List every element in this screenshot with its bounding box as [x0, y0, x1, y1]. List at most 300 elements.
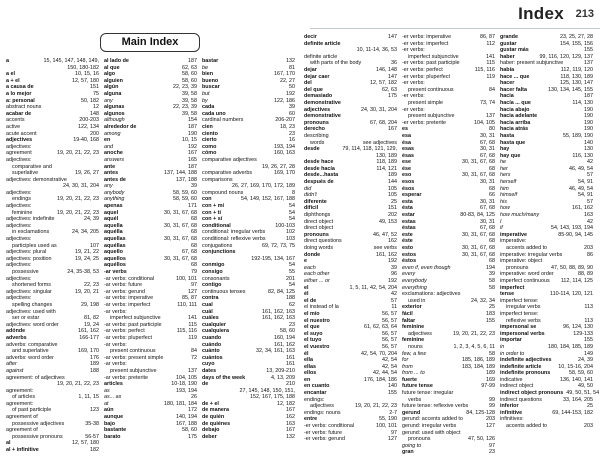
index-entry [304, 390, 397, 397]
index-entry [202, 434, 295, 441]
index-entry [104, 98, 197, 105]
index-entry [500, 423, 593, 430]
index-term: articles [104, 381, 123, 388]
index-entry [402, 423, 495, 430]
index-term: bastar [202, 58, 219, 64]
index-term: possessive [12, 269, 39, 275]
index-entry [104, 388, 197, 395]
index-term: -ar verbs: gerund [104, 288, 146, 295]
index-entry [6, 368, 99, 375]
index-term: comparative adverbs [202, 170, 253, 177]
index-term: in exclamations [12, 229, 50, 236]
index-entry [304, 67, 397, 74]
index-entry [202, 249, 295, 256]
index-term: conmigo [202, 262, 225, 269]
index-page-refs: 22, 23, 39 [173, 104, 197, 111]
index-page-refs: 19, 20, 21, 22, 23 [57, 209, 99, 216]
index-page-refs: 12 [93, 104, 99, 111]
index-term: el instead of la [304, 304, 339, 311]
index-term: agreement: [6, 387, 34, 394]
index-page-refs: 30, 31 [480, 132, 495, 139]
index-page-refs: 81 [289, 64, 295, 71]
index-page-refs: 24, 34, 205 [72, 229, 99, 236]
index-term: definite article [304, 53, 338, 60]
index-entry [202, 196, 295, 203]
index-term: antes de [104, 176, 126, 183]
index-page-refs: 203 [584, 245, 593, 251]
index-entry [402, 93, 495, 100]
index-entry [402, 344, 495, 351]
index-term: ese [402, 159, 411, 166]
index-page-refs: 42, 54, 70, 204 [361, 350, 397, 357]
index-term: hacia atrás [500, 126, 529, 133]
index-entry [304, 271, 397, 278]
index-page-refs: 190 [584, 119, 593, 126]
index-entry [304, 146, 397, 153]
index-page-refs: 151 [388, 205, 397, 212]
index-entry [402, 192, 495, 199]
index-page-refs: 10, 11-14, 36, 53 [356, 47, 397, 54]
index-page-refs: 24, 30, 31, 204 [63, 183, 99, 190]
index-entry [6, 342, 99, 349]
index-term: with parts of the body [310, 60, 362, 67]
index-term: derecho [304, 126, 325, 133]
index-page-refs: 30, 31, 67, 68 [462, 159, 495, 166]
index-term: adjectives: [6, 143, 32, 150]
index-term: después de [304, 179, 334, 186]
index-page-refs: 130, 134, 145, 155 [548, 86, 593, 93]
index-page-refs: 127 [388, 436, 397, 443]
index-page-refs: 25 [391, 198, 397, 205]
page-number: 213 [575, 8, 594, 20]
index-entry [304, 133, 397, 140]
index-page-refs: 115 [188, 321, 197, 328]
index-page-refs: 200-203 [79, 117, 99, 124]
index-page-refs: 187 [584, 93, 593, 100]
index-page-refs: 118, 130, 189 [560, 73, 593, 80]
index-term: hacia abajo [500, 106, 530, 113]
index-entry [304, 258, 397, 265]
index-term: himself [500, 192, 518, 199]
index-column-4 [304, 34, 397, 443]
index-term: hay que [500, 152, 521, 159]
index-entry [500, 219, 593, 226]
index-entry [500, 337, 593, 344]
index-entry [202, 282, 295, 289]
index-page-refs: 42, 54 [382, 357, 397, 364]
index-term: going to [402, 442, 422, 449]
index-page-refs: 175 [388, 93, 397, 100]
index-entry [104, 421, 197, 428]
index-page-refs: 12, 182 [277, 400, 295, 407]
index-page-refs: 144 [388, 179, 397, 186]
index-term: eso [402, 172, 412, 179]
index-page-refs: 161, 162 [274, 341, 295, 348]
index-entry [104, 131, 197, 138]
index-term: ciento [202, 130, 218, 137]
index-term: adjectives: word order [6, 321, 59, 328]
index-entry [304, 423, 397, 430]
index-page-refs: 160, 163 [274, 150, 295, 157]
index-term: accents added to [506, 423, 548, 430]
index-entry [104, 177, 197, 184]
index-term: esto [402, 245, 414, 251]
index-entry [304, 47, 397, 54]
index-term: conditional: irregular verbs [202, 229, 266, 236]
index-entry [6, 249, 99, 256]
index-column-2 [104, 58, 197, 440]
index-page-refs: 19, 20, 21, 22, 23 [57, 150, 99, 157]
index-page-refs: 84 [489, 86, 495, 93]
index-term: bien [202, 71, 214, 78]
index-page-refs: 100-103 [275, 222, 295, 229]
index-page-refs: 19, 20, 21, 22, 23 [57, 381, 99, 388]
index-page-refs: 171 [188, 203, 197, 210]
index-entry [402, 245, 495, 252]
index-page-refs: 8 [292, 189, 295, 196]
index-term: de quién [202, 414, 225, 421]
index-entry [202, 335, 295, 342]
index-entry [500, 390, 600, 397]
index-entry [304, 74, 397, 81]
index-term: alguien [104, 77, 123, 84]
index-term: el vuestro [304, 343, 330, 350]
index-page-refs: 54 [289, 203, 295, 210]
index-term: había [500, 66, 515, 73]
index-term: importar [500, 337, 522, 344]
index-term: adverbs: comparative [6, 341, 58, 348]
index-page-refs: 68 [191, 216, 197, 223]
index-term: el tuyo [304, 337, 322, 344]
index-term: pronouns [408, 436, 431, 443]
index-page-refs: 146, 148 [376, 66, 397, 73]
index-page-refs: 19, 20, 21 [75, 288, 99, 295]
index-page-refs: 2-7 [389, 409, 397, 416]
index-entry [402, 172, 495, 179]
index-term: endings [12, 196, 31, 203]
index-page-refs: 49, 153 [379, 218, 397, 225]
index-entry [104, 210, 197, 217]
index-term: encantar [304, 390, 327, 397]
index-page-refs: 183, 184, 189 [462, 363, 495, 370]
index-term: -ar verbs [104, 269, 127, 275]
index-term: consigo [202, 269, 223, 275]
index-entry [6, 190, 99, 197]
index-term: cuándo [202, 341, 222, 348]
index-page-refs: 12, 57, 180 [72, 77, 99, 84]
index-page-refs: 30, 31 [480, 179, 495, 186]
index-entry [402, 265, 495, 272]
index-term: -er verbs: conditional [304, 423, 355, 430]
index-entry [402, 430, 495, 437]
index-term: shortened forms [12, 282, 51, 289]
index-entry [304, 54, 397, 61]
index-page-refs: 54 [289, 262, 295, 269]
index-page-refs: 39, 58 [182, 97, 197, 104]
index-term: al [6, 440, 11, 447]
index-term: adjectives: [6, 295, 32, 302]
index-page-refs: 176 [90, 354, 99, 361]
index-page-refs: 19, 26, 27, 28 [262, 163, 295, 170]
index-term: describing [304, 132, 329, 139]
index-page-refs: 1, 5, 11, 42, 54, 204 [349, 284, 397, 291]
index-term: ése [402, 165, 411, 172]
index-page-refs: 42 [391, 291, 397, 298]
index-page-refs: 113 [584, 304, 593, 311]
index-page-refs: 68 [489, 258, 495, 265]
index-page-refs: 137, 144, 188 [164, 170, 197, 177]
index-term: be [202, 64, 208, 71]
index-term: -ar verbs: present simple [104, 354, 164, 361]
index-entry [500, 192, 593, 199]
index-page-refs: 129-133 [573, 330, 593, 337]
index-term: agreement [6, 150, 32, 157]
index-entry [6, 157, 99, 164]
index-page-refs: 192 [388, 258, 397, 265]
index-term: -er verbs: imperative [402, 34, 452, 40]
index-page-refs: 180, 184, 185, 189 [548, 343, 593, 350]
index-page-refs: 151 [90, 84, 99, 91]
index-page-refs: 12, 57, 182 [370, 80, 397, 87]
index-page-refs: 56, 57 [382, 343, 397, 350]
index-page-refs: 192 [286, 90, 295, 97]
index-term: -ar verbs: imperfect [104, 301, 151, 308]
index-page-refs: 39 [489, 271, 495, 278]
index-term: from [402, 363, 413, 370]
index-term: hacer falta [500, 86, 527, 93]
index-term: agreement of [6, 414, 38, 421]
index-term: el [304, 284, 309, 291]
index-term: éstos [402, 258, 417, 265]
index-entry [6, 289, 99, 296]
index-entry [104, 196, 197, 203]
index-page-refs: 187 [188, 58, 197, 64]
index-page-refs: 161, 162 [78, 328, 99, 335]
index-page-refs: 19, 21, 22 [75, 249, 99, 256]
index-page-refs: 57 [587, 198, 593, 205]
index-entry [500, 54, 593, 61]
index-term: desde...hasta [304, 172, 339, 179]
index-page-refs: 68 [191, 242, 197, 249]
index-page-refs: 47, 50, 126 [468, 436, 495, 443]
index-entry [202, 98, 295, 105]
index-term: participles used as [12, 242, 57, 249]
index-term: -ar verbs: [104, 341, 127, 348]
index-page-refs: 86 [587, 251, 593, 258]
index-entry [500, 238, 593, 245]
index-page-refs: 103 [286, 236, 295, 243]
index-page-refs: 202 [388, 212, 397, 219]
index-entry [202, 309, 295, 316]
index-page-refs: 55, 190 [379, 416, 397, 423]
index-entry [6, 65, 99, 72]
index-term: apenas [104, 203, 123, 210]
index-page-refs: 50, 182 [81, 97, 99, 104]
index-term: conditional: reflexive verbs [202, 236, 266, 243]
index-page-refs: 114, 130 [572, 99, 593, 106]
index-entry [6, 269, 99, 276]
index-term: imperative: word order [500, 271, 554, 278]
index-page-refs: 30, 31, 67, 68 [462, 251, 495, 258]
index-entry [304, 159, 397, 166]
index-entry [304, 291, 397, 298]
index-term: I [500, 218, 502, 225]
index-page-refs: 67, 68 [480, 205, 495, 212]
index-term: imperfect tense: [500, 310, 539, 317]
index-term: debajo [202, 427, 220, 434]
index-page-refs: 102 [286, 229, 295, 236]
index-entry [6, 315, 99, 322]
index-term: -er verbs: gerund [304, 436, 346, 443]
index-page-refs: 46, 49, 54 [569, 185, 593, 192]
index-page-refs: 167 [286, 407, 295, 414]
index-entry [402, 252, 495, 259]
index-column-3 [202, 58, 295, 440]
index-entry [304, 324, 397, 331]
index-page-refs: 35-38 [85, 420, 99, 427]
index-page-refs: 152, 167, 175, 188 [250, 394, 295, 401]
index-term: imperfect subjunctive [110, 315, 161, 322]
index-page-refs: 176, 184, 186 [364, 376, 397, 383]
index-entry [304, 436, 397, 443]
index-page-refs: 55, 189, 190 [563, 132, 593, 139]
index-page-refs: 113 [584, 317, 593, 324]
index-term: ésos [402, 185, 415, 192]
index-term: agreement of [6, 427, 38, 434]
index-page-refs: 192 [188, 143, 197, 150]
index-term: adjectives: used with [6, 308, 56, 315]
index-entry [104, 144, 197, 151]
index-term: imperative: object [500, 258, 543, 265]
index-page-refs: 97 [191, 282, 197, 289]
index-term: -er verbs: perfect [402, 66, 443, 73]
index-term: consonants [202, 275, 230, 282]
index-term: hacia [500, 93, 514, 100]
index-term: cualquiera [202, 328, 229, 335]
index-entry [6, 328, 99, 335]
index-term: esos [402, 179, 415, 186]
index-entry [402, 60, 495, 67]
index-entry [304, 192, 397, 199]
index-page-refs: 190 [584, 106, 593, 113]
index-term: as [104, 387, 110, 394]
index-page-refs: 23 [289, 321, 295, 328]
index-page-refs: 122, 186 [274, 97, 295, 104]
index-term: hacer [500, 80, 515, 87]
index-term: este [402, 231, 413, 238]
index-entry [104, 361, 197, 368]
index-entry [402, 318, 495, 325]
index-entry [304, 107, 397, 114]
index-entry [6, 117, 99, 124]
index-page-refs: 24, 30, 31, 204 [361, 106, 397, 113]
index-term: buscar [202, 84, 220, 91]
index-entry [500, 397, 593, 404]
index-entry [402, 278, 495, 285]
index-page-refs: 54, 143, 193, 194 [551, 225, 593, 232]
index-term: gerund: irregular verbs [402, 423, 457, 430]
index-entry [104, 243, 197, 250]
index-entry [402, 285, 495, 292]
index-term: adjectives: [6, 262, 32, 269]
index-term: aquél [104, 216, 119, 223]
index-entry [500, 416, 593, 423]
index-entry [402, 370, 495, 377]
index-term: although [104, 117, 125, 124]
index-term: antes [104, 170, 119, 177]
index-page-refs: 160, 194 [274, 334, 295, 341]
index-entry [104, 322, 197, 329]
index-entry [202, 421, 295, 428]
index-term: entre [304, 416, 318, 423]
index-term: adjectives: plural [6, 249, 47, 256]
index-page-refs: 19, 24, 25 [75, 255, 99, 262]
index-term: each [304, 264, 316, 271]
index-term: days of the week [202, 374, 246, 381]
index-page-refs: 107 [90, 242, 99, 249]
index-entry [402, 146, 495, 153]
index-term: his [500, 198, 507, 205]
index-term: ser or estar [12, 315, 40, 322]
index-term: gerund: accents added to [402, 416, 463, 423]
index-term: verbs [408, 396, 422, 403]
index-term: -ar verbs: future [104, 282, 143, 289]
index-page-refs: 167 [388, 126, 397, 133]
index-page-refs: 162 [388, 238, 397, 245]
index-page-refs: 16 [289, 137, 295, 144]
index-entry [202, 117, 295, 124]
index-entry [104, 71, 197, 78]
index-term: dejar [304, 66, 317, 73]
index-entry [402, 199, 495, 206]
index-entry [500, 258, 593, 265]
index-term: alrededor de [104, 123, 137, 130]
index-entry [104, 236, 197, 243]
index-term: continuous tenses [202, 288, 246, 295]
index-page-refs: 189 [90, 361, 99, 368]
index-page-refs: 24, 32, 34 [471, 297, 495, 304]
index-entry [202, 361, 295, 368]
index-page-refs: 24, 39 [84, 216, 99, 223]
index-page-refs: 47, 50, 88, 89, 90 [551, 264, 593, 271]
index-term: against [6, 367, 24, 374]
index-term: indirect object pronouns [500, 390, 564, 397]
index-page-refs: 193, 194 [176, 387, 197, 394]
index-page-refs: 67, 68 [480, 225, 495, 232]
index-entry [402, 34, 495, 41]
index-term: everybody [402, 277, 427, 284]
index-page-refs: 147 [388, 34, 397, 40]
index-entry [500, 351, 593, 358]
index-entry [402, 41, 495, 48]
index-entry [304, 331, 397, 338]
index-entry [500, 403, 593, 410]
index-page-refs: 137 [188, 367, 197, 374]
index-entry [500, 133, 593, 140]
index-entry [402, 364, 495, 371]
index-term: al lado de [104, 58, 129, 64]
index-term: estas [402, 218, 416, 225]
index-term: diphthongs [304, 212, 331, 219]
index-page-refs: 56, 57 [382, 330, 397, 337]
index-page-refs: 155 [584, 47, 593, 54]
index-term: direct questions [304, 238, 342, 245]
index-page-refs: 190 [188, 130, 197, 137]
index-page-refs: 99 [489, 403, 495, 410]
index-entry [304, 205, 397, 212]
index-page-refs: 30, 31, 67, 68 [164, 209, 197, 216]
index-entry [202, 71, 295, 78]
